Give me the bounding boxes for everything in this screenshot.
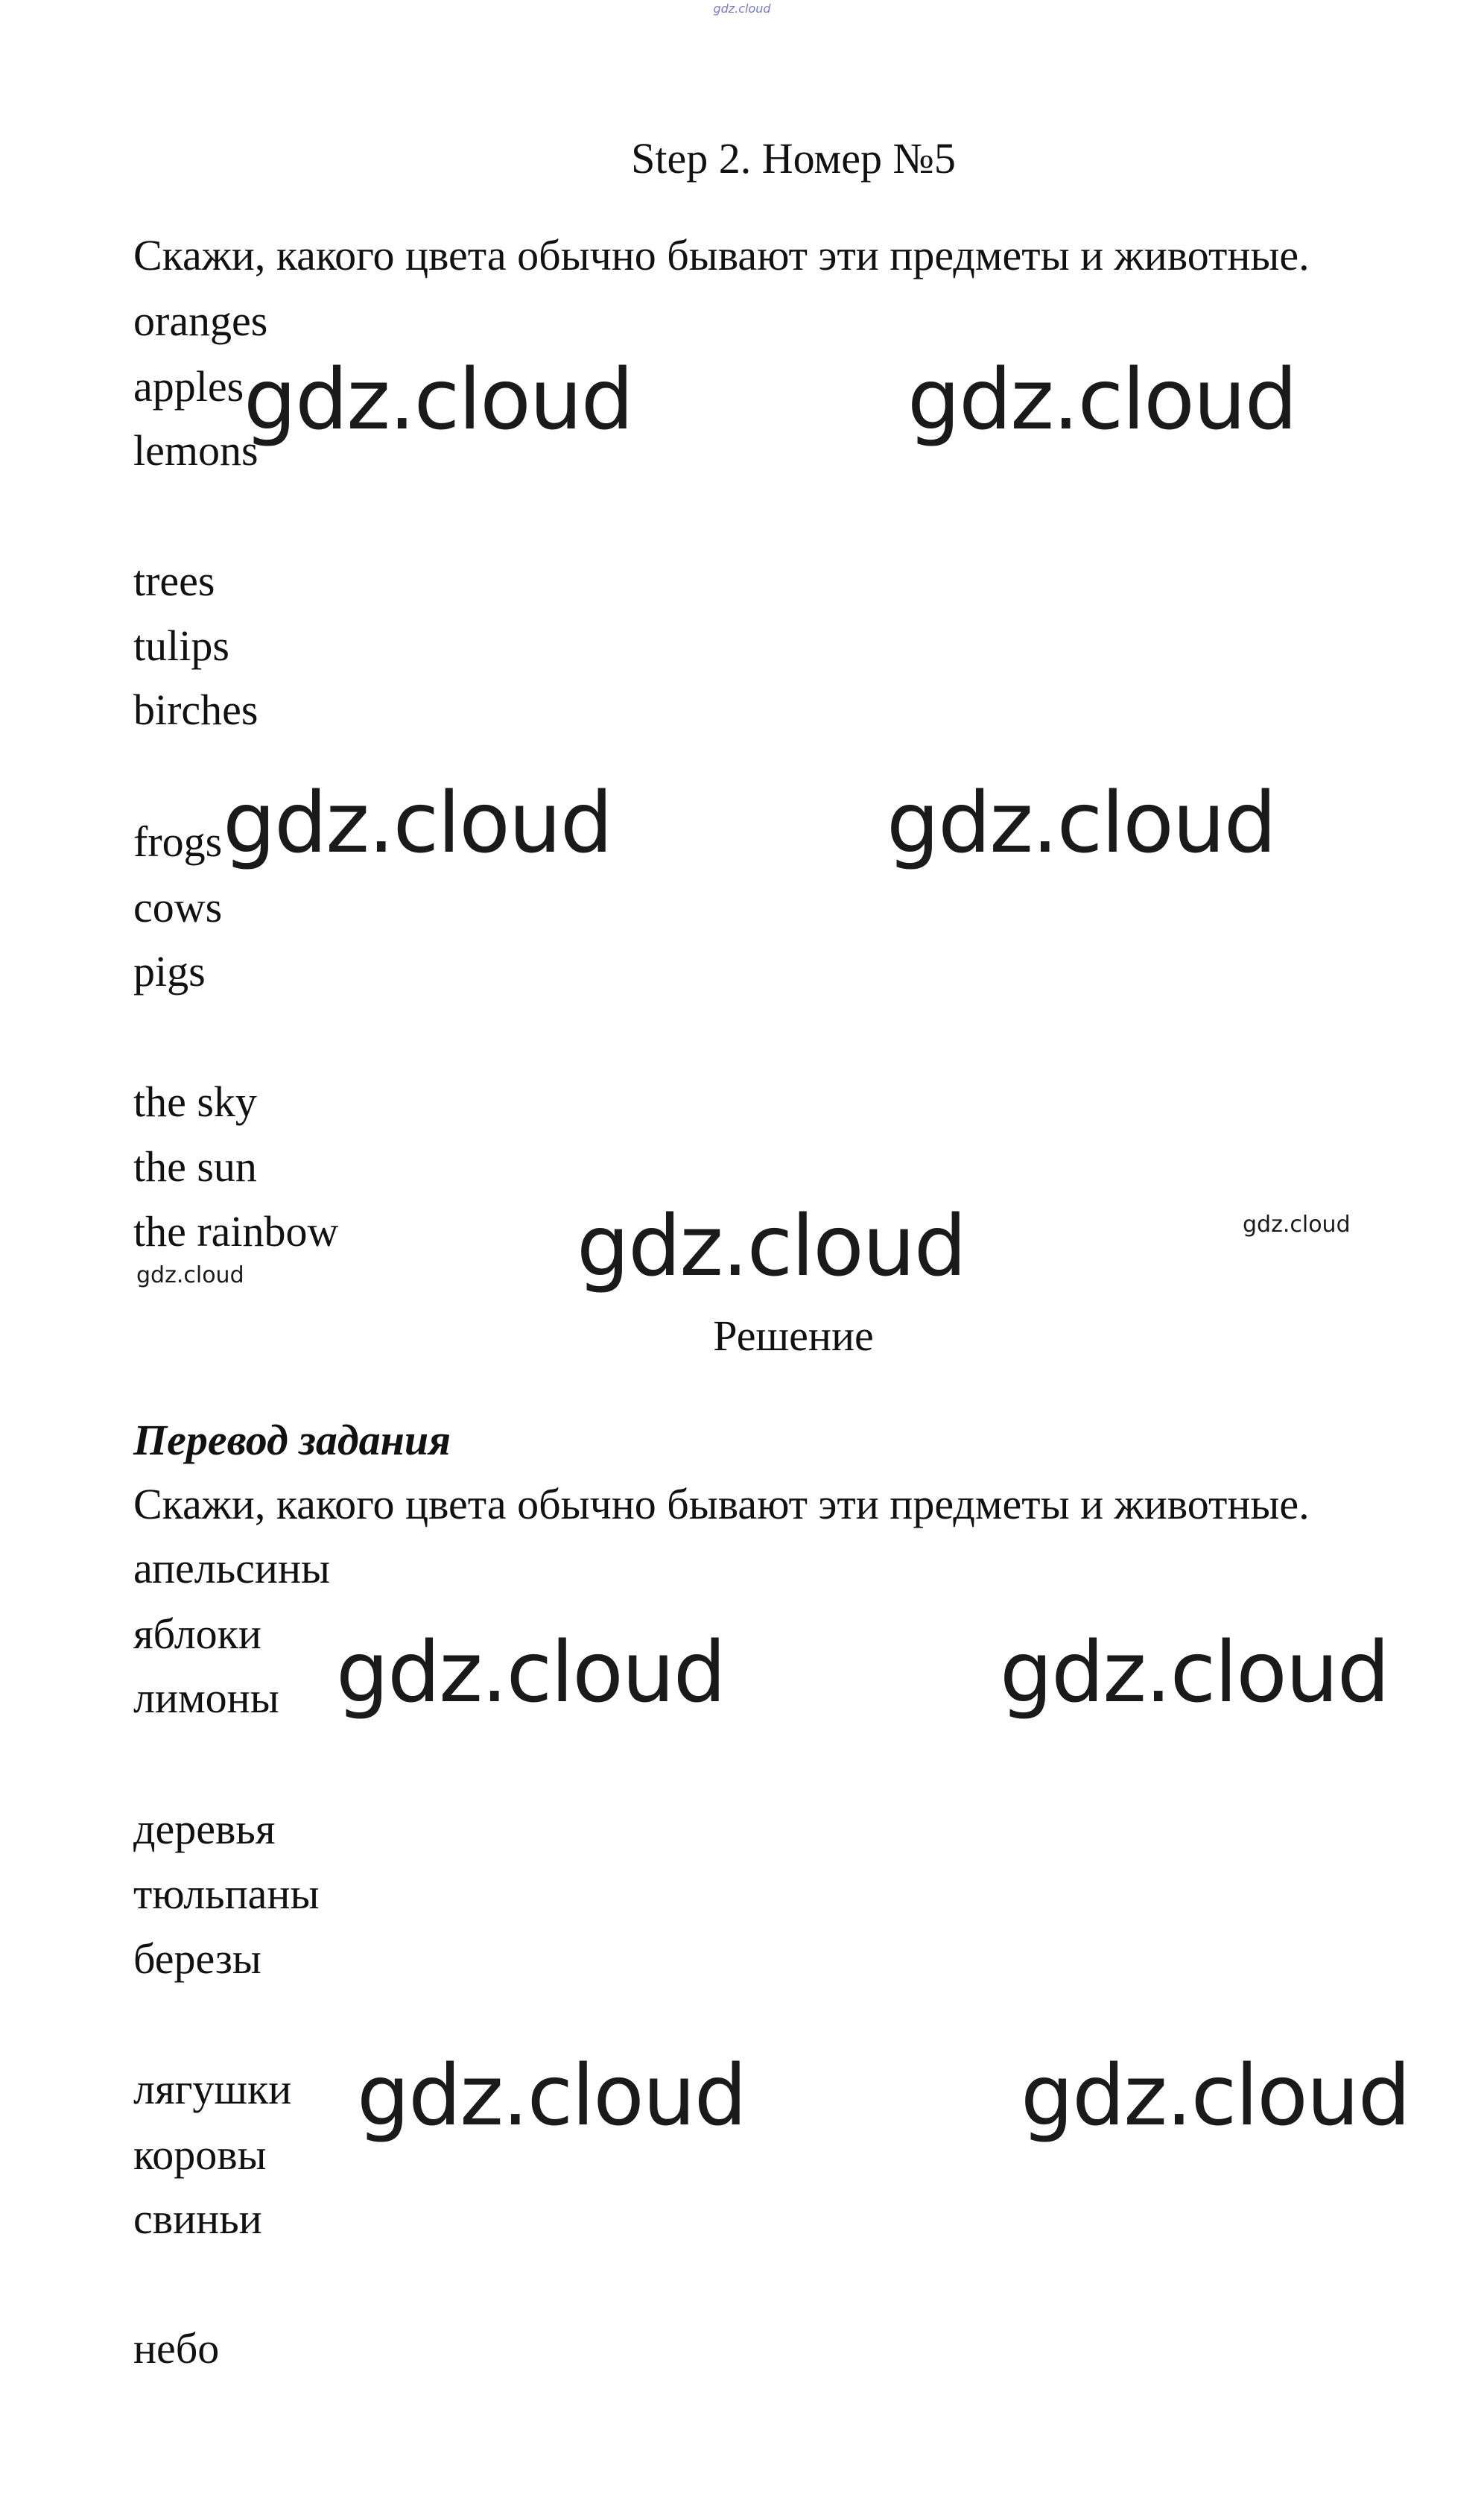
watermark-small: gdz.cloud <box>136 1262 244 1288</box>
task-item: lemons <box>133 426 259 475</box>
watermark: gdz.cloud <box>223 775 612 872</box>
page-title: Step 2. Номер №5 <box>631 134 956 183</box>
translation-heading: Перевод задания <box>133 1416 451 1464</box>
task-item: oranges <box>133 297 268 345</box>
watermark: gdz.cloud <box>887 775 1275 872</box>
watermark: gdz.cloud <box>577 1198 965 1295</box>
task-item: the rainbow <box>133 1207 339 1256</box>
translation-item: деревья <box>133 1805 276 1853</box>
task-instruction: Скажи, какого цвета обычно бывают эти предметы и животные. <box>133 231 1310 279</box>
translation-item: яблоки <box>133 1610 261 1658</box>
watermark: gdz.cloud <box>1000 1624 1389 1721</box>
translation-item: апельсины <box>133 1544 330 1592</box>
top-watermark: gdz.cloud <box>713 1 771 16</box>
task-item: birches <box>133 686 259 734</box>
task-item: the sun <box>133 1142 257 1191</box>
task-item: frogs <box>133 817 223 866</box>
task-item: pigs <box>133 947 206 996</box>
translation-item: свиньи <box>133 2194 262 2243</box>
task-item: trees <box>133 557 215 605</box>
watermark: gdz.cloud <box>336 1624 725 1721</box>
watermark: gdz.cloud <box>907 352 1296 449</box>
task-item: apples <box>133 362 244 411</box>
translation-item: березы <box>133 1934 261 1983</box>
watermark-small: gdz.cloud <box>1243 1212 1351 1238</box>
watermark: gdz.cloud <box>1021 2048 1410 2145</box>
solution-heading: Решение <box>713 1311 874 1360</box>
translation-item: небо <box>133 2324 220 2373</box>
translation-item: тюльпаны <box>133 1870 320 1918</box>
watermark: gdz.cloud <box>357 2048 746 2145</box>
translation-item: коровы <box>133 2130 267 2179</box>
watermark: gdz.cloud <box>244 352 632 449</box>
task-item: the sky <box>133 1077 257 1126</box>
task-item: cows <box>133 883 223 931</box>
translation-item: лимоны <box>133 1674 279 1722</box>
translation-instruction: Скажи, какого цвета обычно бывают эти предметы и животные. <box>133 1480 1310 1528</box>
task-item: tulips <box>133 621 229 670</box>
translation-item: лягушки <box>133 2065 292 2113</box>
